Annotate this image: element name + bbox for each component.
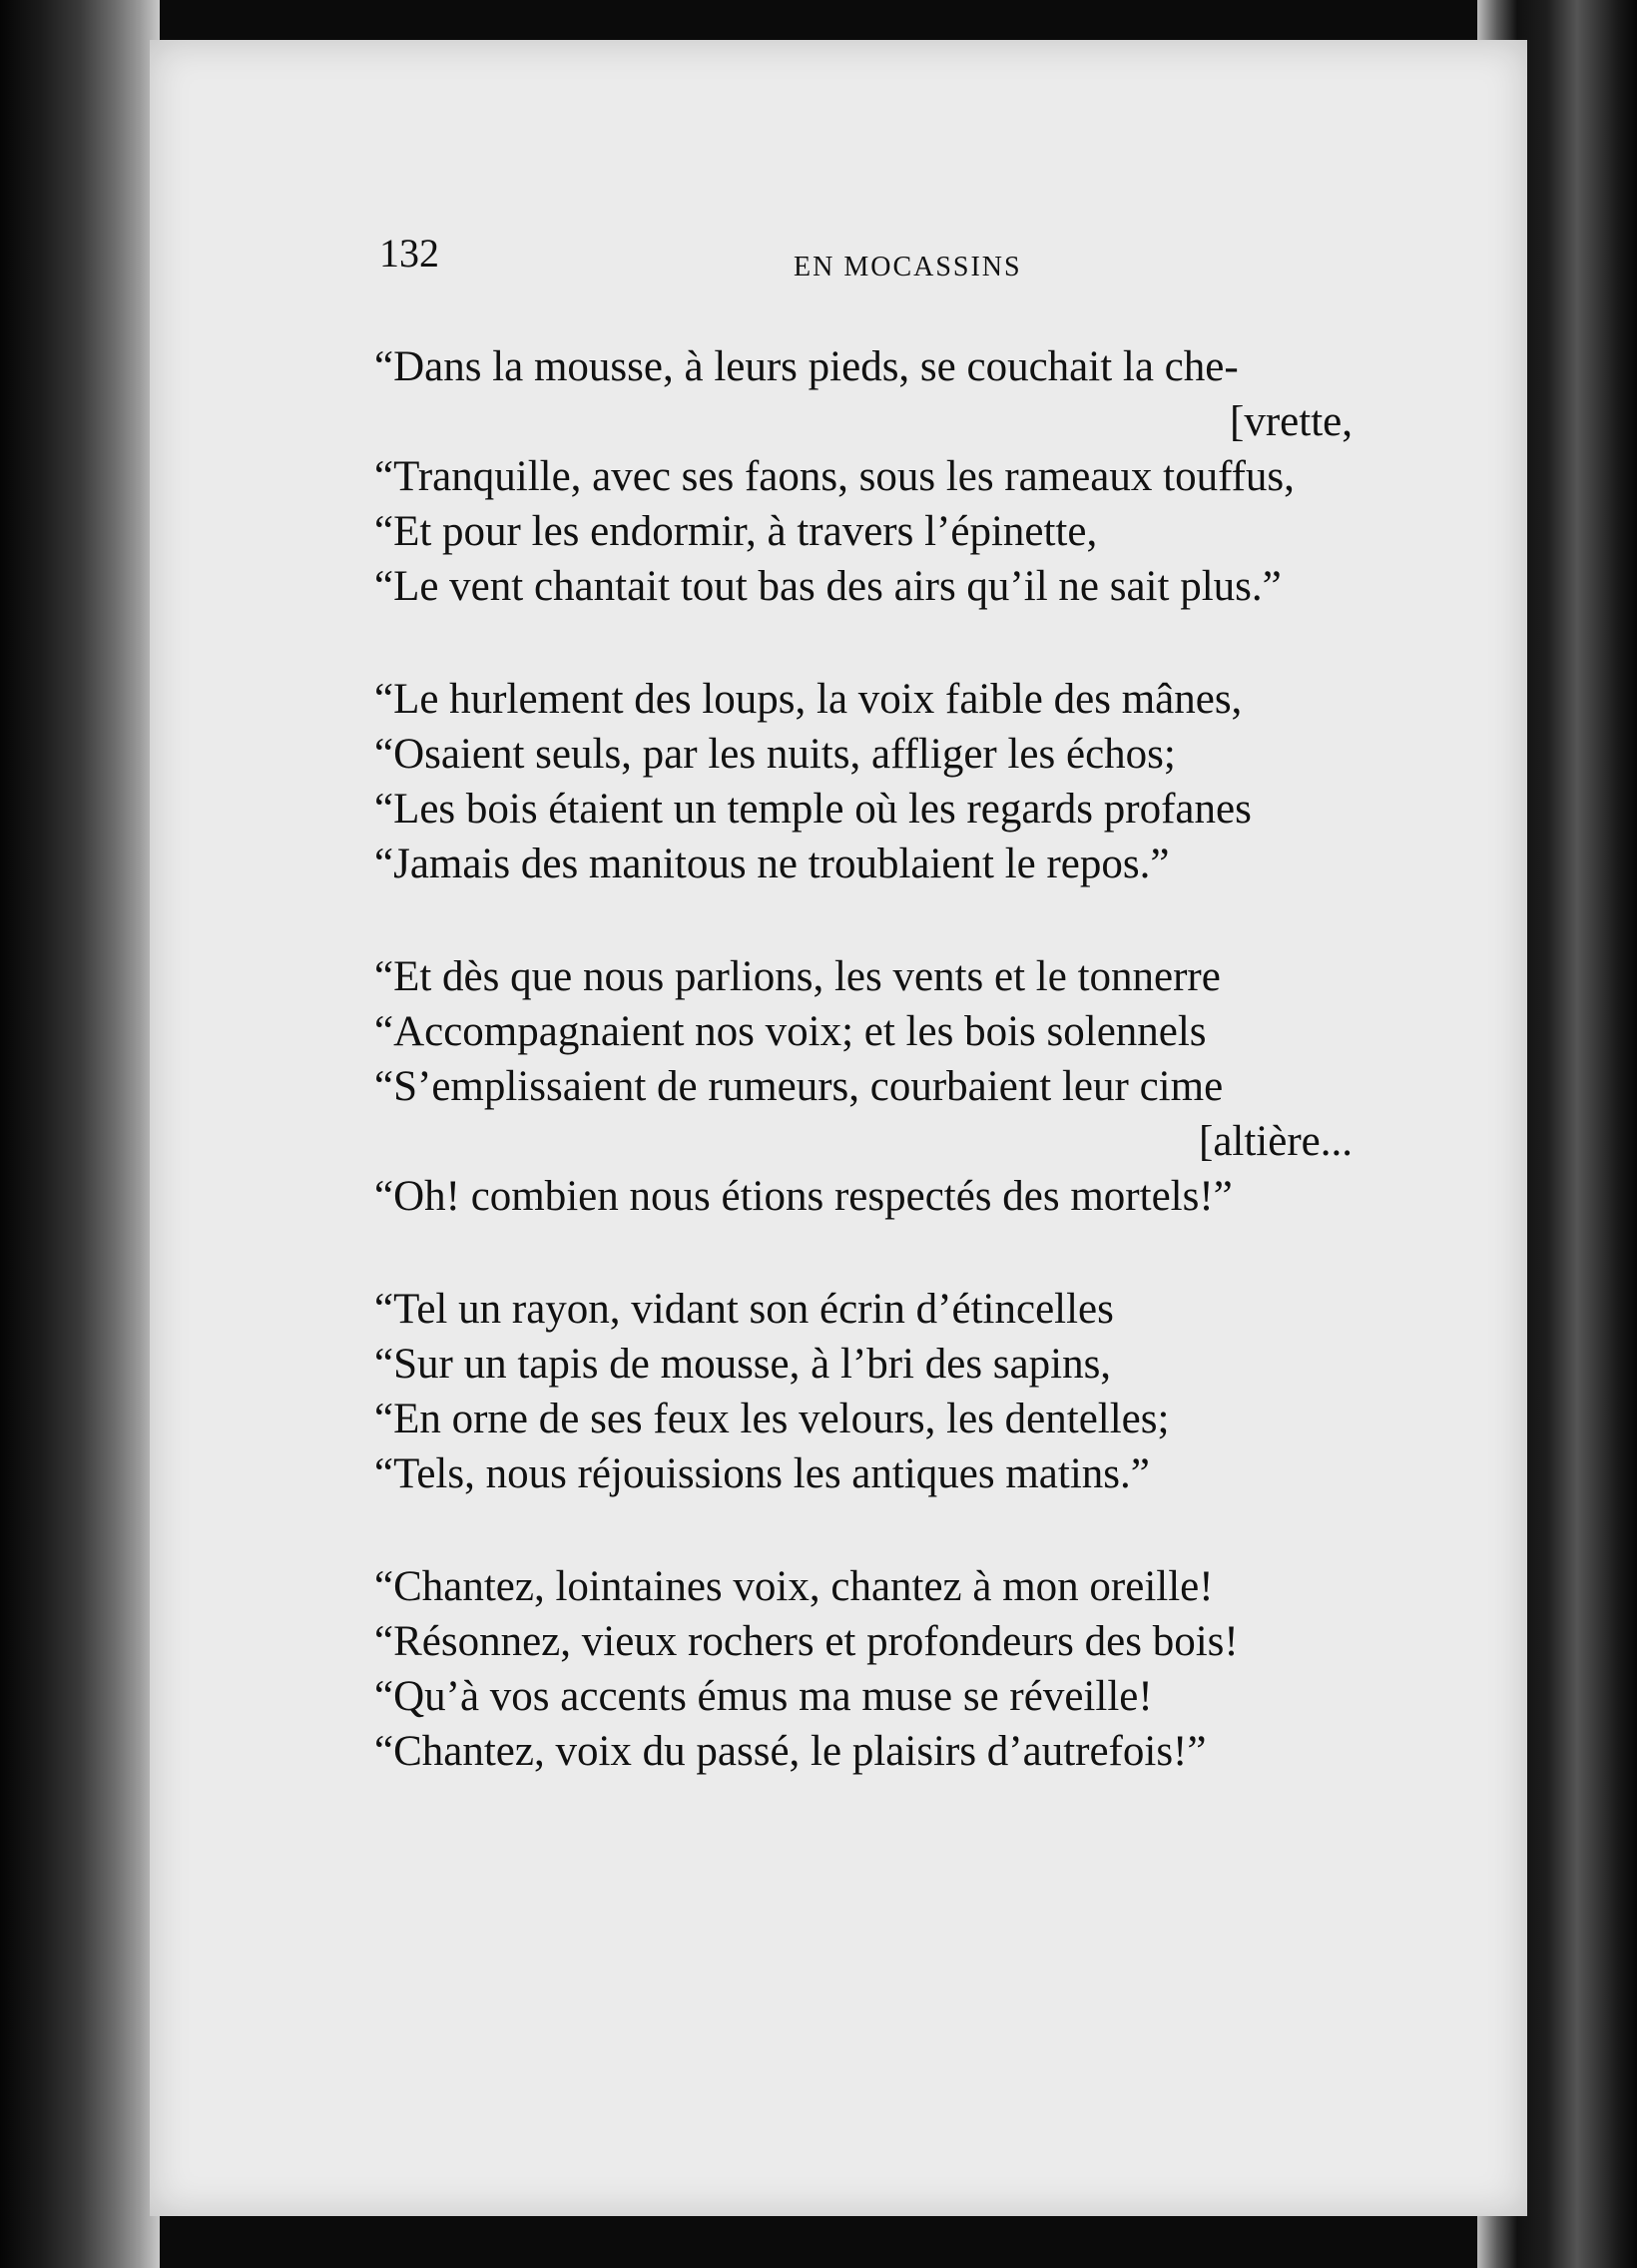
stanza — [374, 949, 1372, 1224]
poem-line: “Accompagnaient nos voix; et les bois solennels — [374, 1008, 1207, 1055]
poem-line: “Osaient seuls, par les nuits, affliger les échos; — [374, 731, 1176, 778]
page-header — [225, 230, 1382, 289]
book-left-edge — [0, 0, 160, 2268]
page-number: 132 — [379, 231, 439, 276]
poem-line: “Le vent chantait tout bas des airs qu’il ne sait plus.” — [374, 563, 1282, 610]
stanza — [374, 339, 1372, 614]
poem-line: “Tel un rayon, vidant son écrin d’étincelles — [374, 1286, 1114, 1333]
poem-line: “Chantez, voix du passé, le plaisirs d’autrefois!” — [374, 1728, 1207, 1775]
stanza — [374, 672, 1372, 891]
poem-line: “Qu’à vos accents émus ma muse se réveille! — [374, 1673, 1153, 1720]
poem-line: “Résonnez, vieux rochers et profondeurs des bois! — [374, 1618, 1239, 1665]
poem-line: “Les bois étaient un temple où les regards profanes — [374, 786, 1252, 833]
poem-line: “Tranquille, avec ses faons, sous les rameaux touffus, — [374, 453, 1295, 500]
poem-line: “Oh! combien nous étions respectés des mortels!” — [374, 1173, 1233, 1220]
poem-line: “S’emplissaient de rumeurs, courbaient leur cime — [374, 1063, 1224, 1110]
poem-line: “Chantez, lointaines voix, chantez à mon oreille! — [374, 1563, 1214, 1610]
poem-line: “Sur un tapis de mousse, à l’bri des sapins, — [374, 1341, 1112, 1388]
poem-line: “Tels, nous réjouissions les antiques matins.” — [374, 1450, 1150, 1497]
running-title: EN MOCASSINS — [794, 252, 1022, 283]
poem-line: “Jamais des manitous ne troublaient le repos.” — [374, 841, 1170, 887]
poem-line: “En orne de ses feux les velours, les dentelles; — [374, 1396, 1170, 1442]
poem-body — [374, 339, 1372, 1837]
poem-line: “Et pour les endormir, à travers l’épinette, — [374, 508, 1098, 555]
poem-line: “Dans la mousse, à leurs pieds, se couchait la che- — [374, 343, 1239, 390]
stanza — [374, 1559, 1372, 1779]
poem-line-carryover: [altière... — [1199, 1118, 1353, 1165]
poem-line: “Le hurlement des loups, la voix faible des mânes, — [374, 676, 1243, 723]
stanza — [374, 1282, 1372, 1501]
poem-line-carryover: [vrette, — [1230, 398, 1353, 445]
poem-line: “Et dès que nous parlions, les vents et le tonnerre — [374, 953, 1221, 1000]
